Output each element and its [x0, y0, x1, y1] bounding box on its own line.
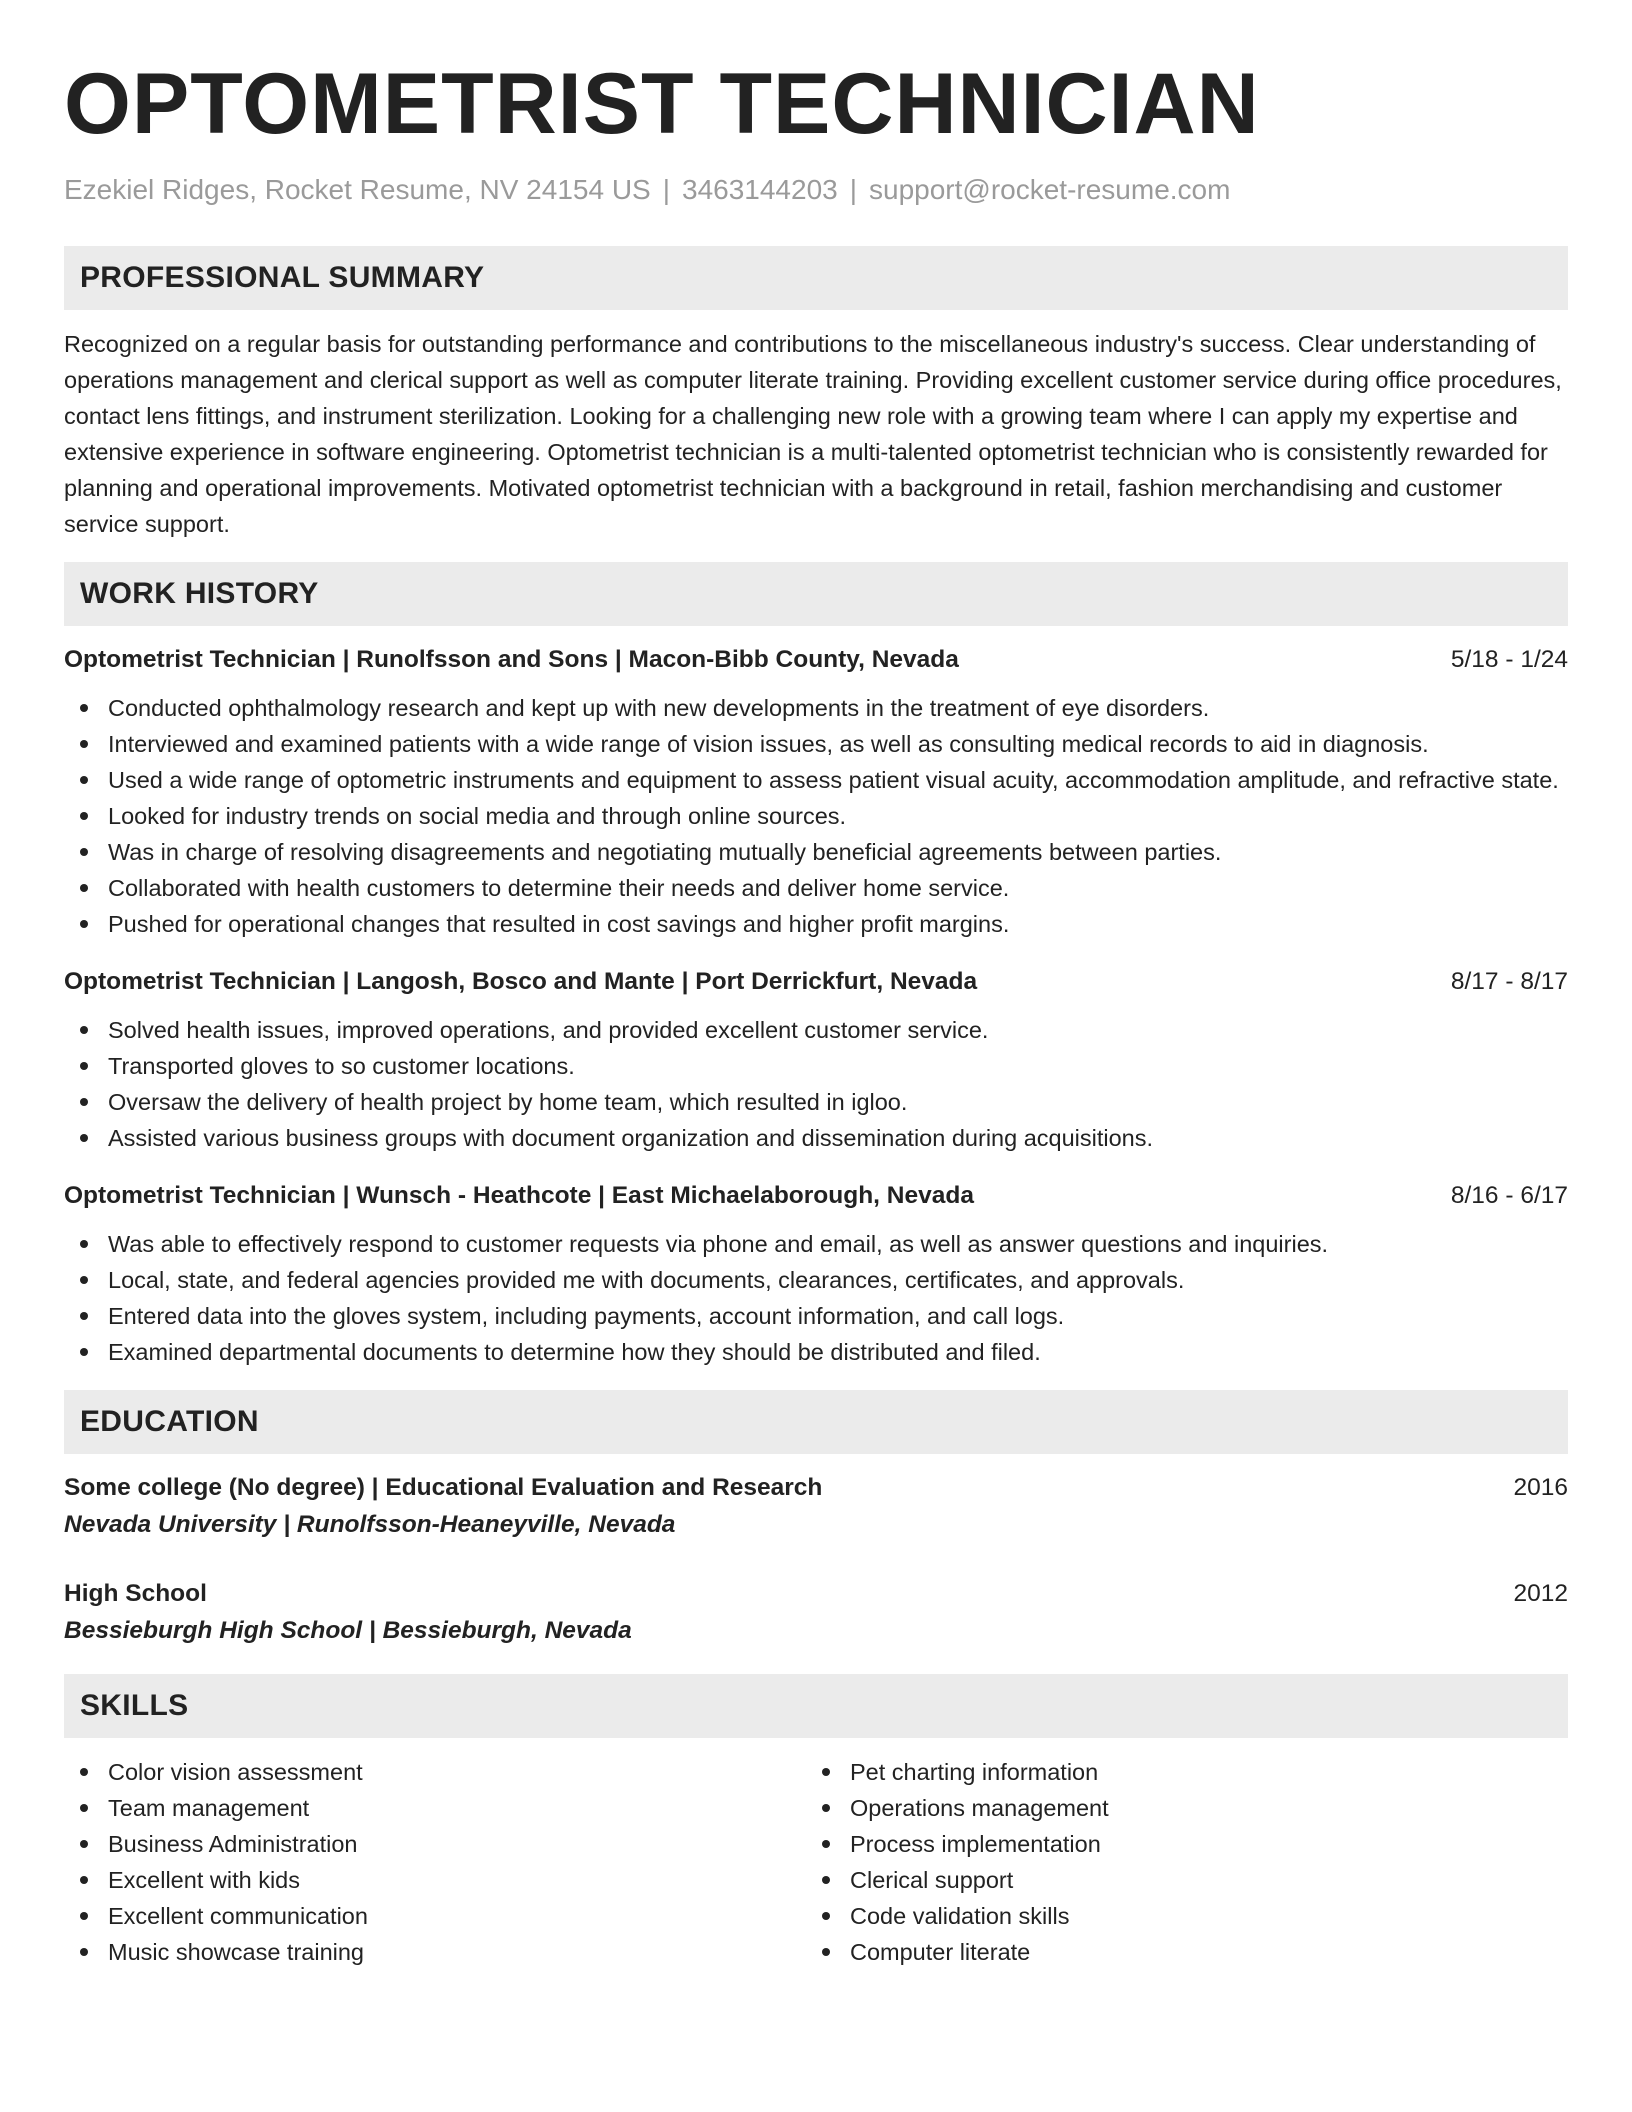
skill-item: Pet charting information — [806, 1754, 1548, 1790]
skills-list — [806, 1754, 1548, 1970]
summary-heading: PROFESSIONAL SUMMARY — [64, 246, 1568, 310]
job-bullet: Entered data into the gloves system, including payments, account information, and call logs. — [64, 1298, 1568, 1334]
skills-list — [64, 1754, 806, 1970]
education-year: 2012 — [1513, 1580, 1568, 1607]
contact-email: support@rocket-resume.com — [869, 174, 1231, 205]
contact-phone: 3463144203 — [682, 174, 838, 205]
education-degree: Some college (No degree) | Educational Evaluation and Research — [64, 1474, 823, 1501]
skill-item: Music showcase training — [64, 1934, 806, 1970]
candidate-title: OPTOMETRIST TECHNICIAN — [64, 56, 1260, 152]
skill-item: Clerical support — [806, 1862, 1548, 1898]
skills-column-right — [806, 1754, 1548, 1970]
job-entry — [64, 964, 1568, 1156]
contact-line — [64, 172, 1568, 208]
job-header — [64, 1178, 1568, 1214]
job-entry — [64, 1178, 1568, 1370]
education-school: Bessieburgh High School | Bessieburgh, Nevada — [64, 1617, 632, 1644]
education-school: Nevada University | Runolfsson-Heaneyville, Nevada — [64, 1511, 676, 1538]
skills-heading: SKILLS — [64, 1674, 1568, 1738]
skill-item: Team management — [64, 1790, 806, 1826]
skills-grid — [64, 1754, 1568, 1970]
job-header — [64, 964, 1568, 1000]
skill-item: Excellent with kids — [64, 1862, 806, 1898]
skill-item: Color vision assessment — [64, 1754, 806, 1790]
skill-item: Business Administration — [64, 1826, 806, 1862]
education-degree: High School — [64, 1580, 207, 1607]
job-bullet: Pushed for operational changes that resulted in cost savings and higher profit margins. — [64, 906, 1568, 942]
job-entry — [64, 642, 1568, 942]
job-bullet: Examined departmental documents to determine how they should be distributed and filed. — [64, 1334, 1568, 1370]
contact-separator: | — [849, 174, 858, 205]
job-bullets — [64, 690, 1568, 942]
job-bullet: Interviewed and examined patients with a wide range of vision issues, as well as consulting medical records to aid in diagnosis. — [64, 726, 1568, 762]
job-bullet: Used a wide range of optometric instruments and equipment to assess patient visual acuity, accommodation amplitude, and refractive state. — [64, 762, 1568, 798]
job-bullet: Local, state, and federal agencies provided me with documents, clearances, certificates, and approvals. — [64, 1262, 1568, 1298]
summary-text: Recognized on a regular basis for outstanding performance and contributions to the miscellaneous industry's success. Clear understanding of operations management and clerical support as well as computer literate training. Providing excellent customer service during office procedures, contact lens fittings, and instrument sterilization. Looking for a challenging new role with a growing team where I can apply my expertise and extensive experience in software engineering. Optometrist technician is a multi-talented optometrist technician who is consistently rewarded for planning and operational improvements. Motivated optometrist technician with a background in retail, fashion merchandising and customer service support. — [64, 331, 1562, 537]
job-bullet: Collaborated with health customers to determine their needs and deliver home service. — [64, 870, 1568, 906]
education-heading: EDUCATION — [64, 1390, 1568, 1454]
job-bullets — [64, 1226, 1568, 1370]
skill-item: Excellent communication — [64, 1898, 806, 1934]
education-entry — [64, 1470, 1568, 1544]
contact-separator: | — [662, 174, 670, 205]
resume-page — [64, 0, 1568, 1970]
job-bullet: Solved health issues, improved operations, and provided excellent customer service. — [64, 1012, 1568, 1048]
job-title: Optometrist Technician | Wunsch - Heathcote | East Michaelaborough, Nevada — [64, 1182, 974, 1209]
education-header — [64, 1470, 1568, 1506]
skill-item: Operations management — [806, 1790, 1548, 1826]
skill-item: Process implementation — [806, 1826, 1548, 1862]
job-bullet: Was in charge of resolving disagreements and negotiating mutually beneficial agreements between parties. — [64, 834, 1568, 870]
job-bullet: Conducted ophthalmology research and kept up with new developments in the treatment of eye disorders. — [64, 690, 1568, 726]
job-title: Optometrist Technician | Langosh, Bosco and Mante | Port Derrickfurt, Nevada — [64, 968, 978, 995]
job-bullet: Was able to effectively respond to customer requests via phone and email, as well as answer questions and inquiries. — [64, 1226, 1568, 1262]
job-dates: 8/17 - 8/17 — [1450, 968, 1568, 995]
job-header — [64, 642, 1568, 678]
contact-address: Ezekiel Ridges, Rocket Resume, NV 24154 US — [64, 174, 651, 205]
job-bullet: Oversaw the delivery of health project by home team, which resulted in igloo. — [64, 1084, 1568, 1120]
job-title: Optometrist Technician | Runolfsson and Sons | Macon-Bibb County, Nevada — [64, 646, 959, 673]
job-bullet: Transported gloves to so customer locations. — [64, 1048, 1568, 1084]
skill-item: Code validation skills — [806, 1898, 1548, 1934]
work-history-heading: WORK HISTORY — [64, 562, 1568, 626]
education-year: 2016 — [1513, 1474, 1568, 1501]
job-bullets — [64, 1012, 1568, 1156]
skills-column-left — [64, 1754, 806, 1970]
job-dates: 8/16 - 6/17 — [1450, 1182, 1568, 1209]
skill-item: Computer literate — [806, 1934, 1548, 1970]
job-bullet: Looked for industry trends on social media and through online sources. — [64, 798, 1568, 834]
job-dates: 5/18 - 1/24 — [1450, 646, 1568, 673]
education-entry — [64, 1576, 1568, 1650]
education-header — [64, 1576, 1568, 1612]
job-bullet: Assisted various business groups with document organization and dissemination during acquisitions. — [64, 1120, 1568, 1156]
